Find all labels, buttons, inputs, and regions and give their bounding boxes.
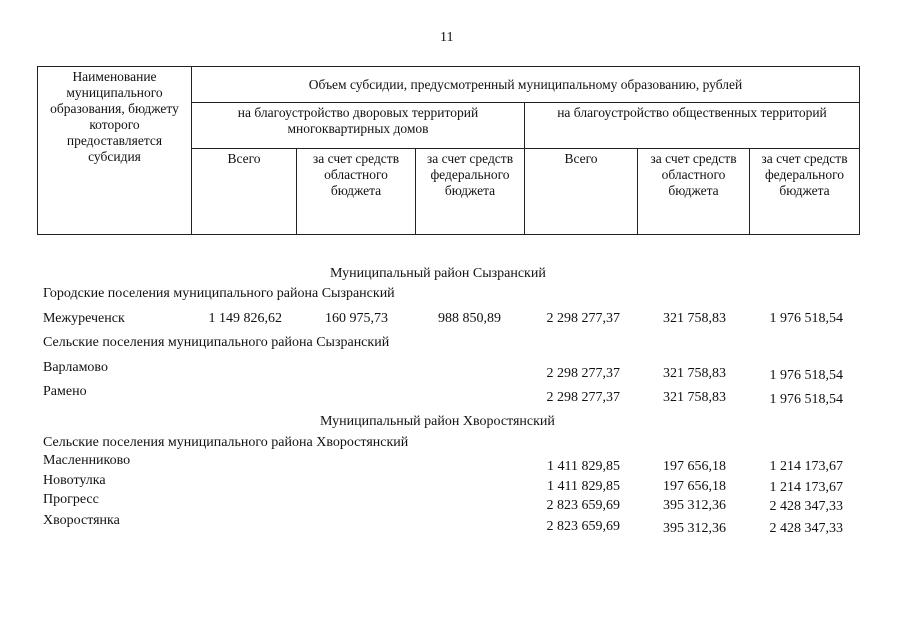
header-name-column: Наименование муниципального образования, бюджету которого предоставляется субсидия	[38, 67, 192, 235]
cell-regional-public: 395 312,36	[663, 521, 726, 536]
page-number: 11	[440, 30, 454, 45]
header-total-yards: Всего	[192, 149, 297, 235]
cell-regional-public: 395 312,36	[663, 498, 726, 513]
cell-regional-public: 321 758,83	[663, 366, 726, 381]
group-rural-syzran: Сельские поселения муниципального района Сызранский	[43, 335, 390, 350]
cell-regional-public: 197 656,18	[663, 459, 726, 474]
cell-total-public: 1 411 829,85	[547, 459, 620, 474]
cell-total-yards: 1 149 826,62	[208, 311, 282, 326]
row-name: Хворостянка	[43, 513, 120, 528]
cell-total-public: 2 298 277,37	[546, 390, 620, 405]
header-federal-yards: за счет средств федерального бюджета	[416, 149, 525, 235]
table-row-values	[0, 390, 905, 410]
cell-federal-public: 1 214 173,67	[769, 459, 843, 474]
row-name: Новотулка	[43, 473, 106, 488]
cell-total-public: 2 298 277,37	[546, 366, 620, 381]
cell-federal-yards: 988 850,89	[438, 311, 501, 326]
row-name: Масленниково	[43, 453, 131, 468]
group-urban-syzran: Городские поселения муниципального района Сызранский	[43, 286, 395, 301]
cell-federal-public: 2 428 347,33	[769, 499, 843, 514]
cell-total-public: 2 823 659,69	[546, 498, 620, 513]
cell-regional-public: 197 656,18	[663, 479, 726, 494]
cell-regional-public: 321 758,83	[663, 311, 726, 326]
cell-regional-public: 321 758,83	[663, 390, 726, 405]
cell-total-public: 1 411 829,85	[547, 479, 620, 494]
row-name: Прогресс	[43, 492, 99, 507]
cell-federal-public: 2 428 347,33	[769, 521, 843, 536]
district-title-syzran: Муниципальный район Сызранский	[330, 266, 546, 281]
row-name: Межуреченск	[43, 311, 125, 326]
header-regional-public: за счет средств областного бюджета	[638, 149, 750, 235]
cell-federal-public: 1 976 518,54	[769, 311, 843, 326]
header-regional-yards: за счет средств областного бюджета	[297, 149, 416, 235]
cell-regional-yards: 160 975,73	[325, 311, 388, 326]
table-header	[37, 66, 860, 235]
table-row-values	[0, 519, 905, 539]
row-name: Рамено	[43, 384, 87, 399]
group-rural-khvorostyansky: Сельские поселения муниципального района Хворостянский	[43, 435, 409, 450]
cell-federal-public: 1 214 173,67	[769, 480, 843, 495]
cell-total-public: 2 298 277,37	[546, 311, 620, 326]
table-row	[0, 311, 905, 331]
row-name: Варламово	[43, 360, 108, 375]
header-volume-title: Объем субсидии, предусмотренный муниципальному образованию, рублей	[192, 67, 860, 103]
header-federal-public: за счет средств федерального бюджета	[750, 149, 860, 235]
cell-federal-public: 1 976 518,54	[769, 392, 843, 407]
header-group-public: на благоустройство общественных территорий	[525, 103, 860, 149]
header-group-yards: на благоустройство дворовых территорий многоквартирных домов	[192, 103, 525, 149]
header-total-public: Всего	[525, 149, 638, 235]
district-title-khvorostyansky: Муниципальный район Хворостянский	[320, 414, 555, 429]
cell-total-public: 2 823 659,69	[546, 519, 620, 534]
table-row-values	[0, 366, 905, 386]
cell-federal-public: 1 976 518,54	[769, 368, 843, 383]
